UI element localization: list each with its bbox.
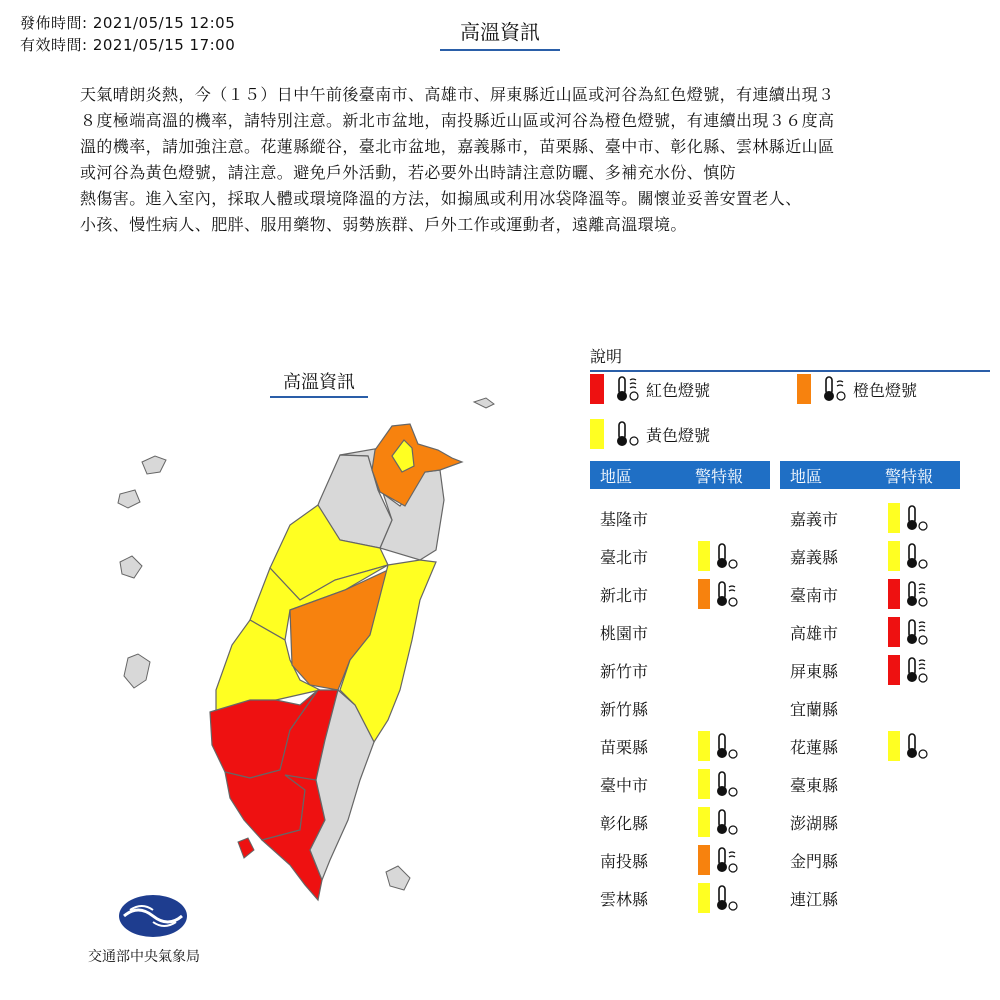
island [118, 490, 140, 508]
description-line: 熱傷害。進入室內，採取人體或環境降溫的方法，如搧風或利用冰袋降溫等。關懷並妥善安置老人、 [80, 189, 802, 208]
area-name: 臺東縣 [790, 775, 839, 795]
thermometer-icon [904, 503, 928, 533]
table-row [590, 575, 770, 613]
area-name: 臺中市 [600, 775, 649, 795]
area-name: 花蓮縣 [790, 737, 839, 757]
yellow-warning-bar [888, 731, 900, 761]
thermometer-hot-icon [612, 374, 640, 404]
yellow-warning-bar [888, 541, 900, 571]
table-header [590, 461, 770, 489]
description-line: 或河谷為黃色燈號，請注意。避免戶外活動，若必要外出時請注意防曬、多補充水份、慎防 [80, 163, 737, 182]
table-row [780, 651, 960, 689]
red-warning-bar [888, 579, 900, 609]
cwb-logo [118, 894, 188, 938]
page-title: 高溫資訊 [440, 16, 560, 51]
table-row [780, 803, 960, 841]
table-row [590, 841, 770, 879]
description-line: 小孩、慢性病人、肥胖、服用藥物、弱勢族群、戶外工作或運動者，遠離高溫環境。 [80, 215, 687, 234]
table-rows [780, 499, 960, 917]
yellow-warning-bar [888, 503, 900, 533]
area-name: 連江縣 [790, 889, 839, 909]
yellow-warning-bar [698, 769, 710, 799]
table-row [780, 727, 960, 765]
warning-header: 警特報 [885, 466, 934, 486]
table-row [780, 841, 960, 879]
area-name: 彰化縣 [600, 813, 649, 833]
area-header: 地區 [790, 466, 823, 486]
area-name: 高雄市 [790, 623, 839, 643]
yellow-warning-bar [698, 807, 710, 837]
area-name: 宜蘭縣 [790, 699, 839, 719]
map-title: 高溫資訊 [270, 368, 368, 398]
valid-time: 有效時間: 2021/05/15 17:00 [20, 36, 236, 54]
island [238, 838, 254, 858]
table-row [590, 537, 770, 575]
thermometer-icon [904, 655, 928, 685]
issue-time: 發佈時間: 2021/05/15 12:05 [20, 14, 236, 32]
warning-table-left [590, 461, 770, 917]
taiwan-map [100, 390, 520, 910]
table-row [590, 651, 770, 689]
table-row [780, 575, 960, 613]
orange-swatch [797, 374, 811, 404]
table-row [590, 803, 770, 841]
red-warning-bar [888, 655, 900, 685]
area-name: 新竹縣 [600, 699, 649, 719]
table-row [590, 765, 770, 803]
thermometer-icon [714, 579, 738, 609]
table-row [590, 689, 770, 727]
area-name: 金門縣 [790, 851, 839, 871]
issue-info [20, 12, 235, 56]
table-row [780, 613, 960, 651]
area-name: 新竹市 [600, 661, 649, 681]
island [120, 556, 142, 578]
table-rows [590, 499, 770, 917]
table-row [780, 879, 960, 917]
area-name: 臺南市 [790, 585, 839, 605]
table-header [780, 461, 960, 489]
legend-title: 說明 [590, 344, 990, 372]
agency-name: 交通部中央氣象局 [88, 949, 200, 965]
area-name: 嘉義縣 [790, 547, 839, 567]
table-row [780, 537, 960, 575]
area-name: 雲林縣 [600, 889, 649, 909]
area-name: 基隆市 [600, 509, 649, 529]
area-name: 南投縣 [600, 851, 649, 871]
thermometer-icon [714, 807, 738, 837]
warning-header: 警特報 [695, 466, 744, 486]
area-name: 屏東縣 [790, 661, 839, 681]
warning-table-right [780, 461, 960, 917]
description [80, 82, 920, 238]
thermometer-icon [714, 769, 738, 799]
thermometer-icon [904, 731, 928, 761]
area-name: 澎湖縣 [790, 813, 839, 833]
orange-warning-bar [698, 845, 710, 875]
table-row [590, 499, 770, 537]
yellow-warning-bar [698, 541, 710, 571]
yellow-warning-bar [698, 731, 710, 761]
legend-red-label: 紅色燈號 [646, 380, 711, 400]
thermometer-icon [714, 731, 738, 761]
thermometer-icon [714, 541, 738, 571]
table-row [780, 499, 960, 537]
area-name: 桃園市 [600, 623, 649, 643]
red-swatch [590, 374, 604, 404]
orange-warning-bar [698, 579, 710, 609]
area-name: 臺北市 [600, 547, 649, 567]
thermometer-icon [612, 419, 640, 449]
area-name: 新北市 [600, 585, 649, 605]
yellow-warning-bar [698, 883, 710, 913]
area-name: 嘉義市 [790, 509, 839, 529]
table-row [590, 613, 770, 651]
thermometer-icon [904, 617, 928, 647]
thermometer-hot-icon [819, 374, 847, 404]
legend-red [590, 374, 710, 404]
island [142, 456, 166, 474]
description-line: 天氣晴朗炎熱，今（１５）日中午前後臺南市、高雄市、屏東縣近山區或河谷為紅色燈號，有連續出現３ [80, 85, 835, 104]
thermometer-icon [714, 845, 738, 875]
island [386, 866, 410, 890]
thermometer-icon [714, 883, 738, 913]
legend-yellow [590, 419, 710, 449]
legend-orange [797, 374, 917, 404]
island [124, 654, 150, 688]
legend-yellow-label: 黃色燈號 [646, 425, 711, 445]
table-row [780, 689, 960, 727]
yellow-swatch [590, 419, 604, 449]
table-row [590, 727, 770, 765]
thermometer-icon [904, 579, 928, 609]
table-row [590, 879, 770, 917]
area-name: 苗栗縣 [600, 737, 649, 757]
thermometer-icon [904, 541, 928, 571]
island [474, 398, 494, 408]
area-header: 地區 [600, 466, 633, 486]
description-line: 溫的機率，請加強注意。花蓮縣縱谷，臺北市盆地，嘉義縣市，苗栗縣、臺中市、彰化縣、雲林縣近山區 [80, 137, 835, 156]
red-warning-bar [888, 617, 900, 647]
table-row [780, 765, 960, 803]
legend-orange-label: 橙色燈號 [853, 380, 918, 400]
description-line: ８度極端高溫的機率，請特別注意。新北市盆地，南投縣近山區或河谷為橙色燈號，有連續出現３６度高 [80, 111, 835, 130]
